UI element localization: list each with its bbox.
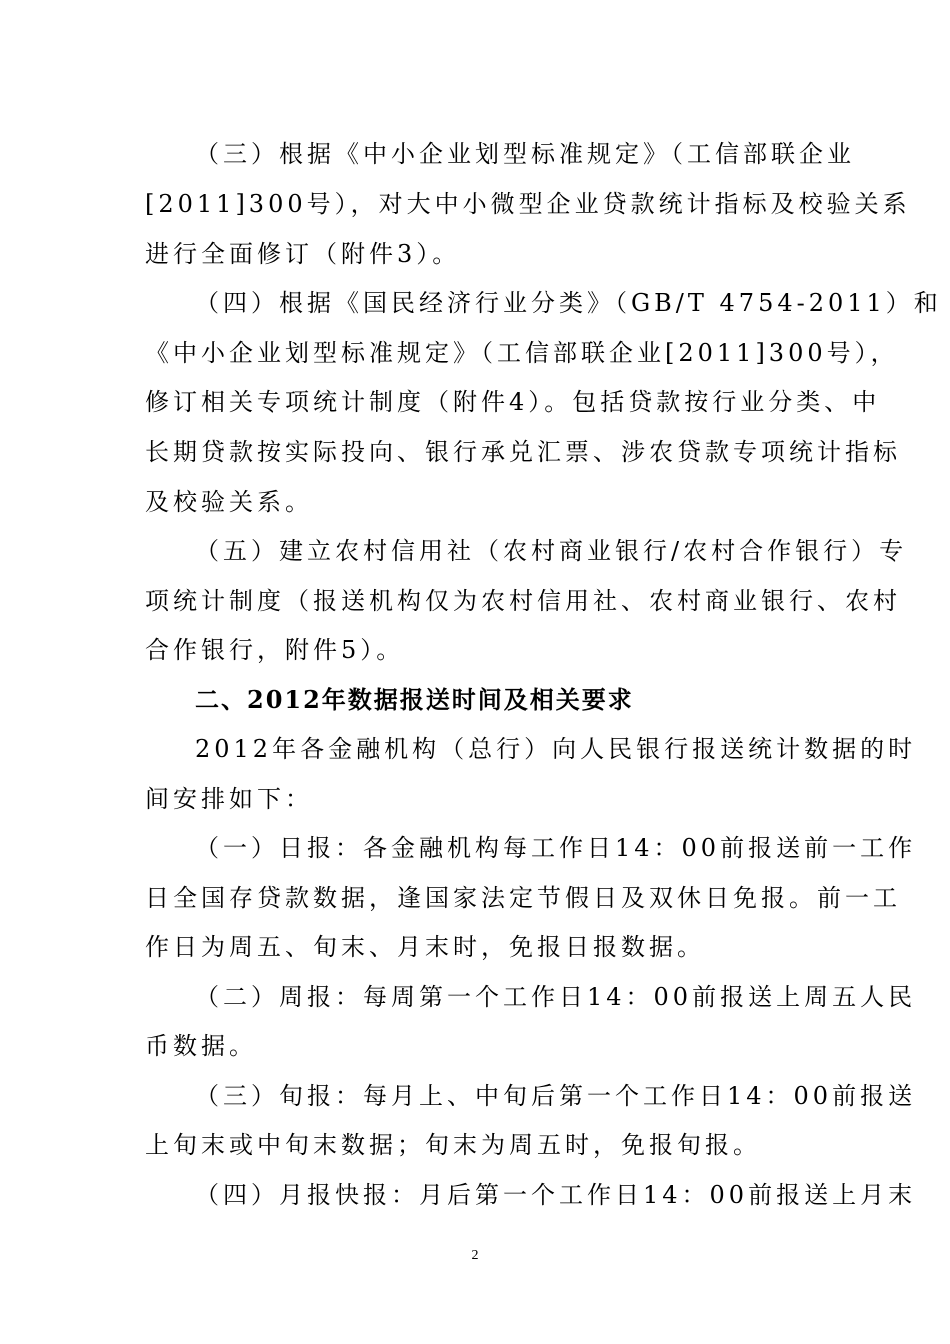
paragraph-line: 间安排如下： xyxy=(145,785,313,813)
paragraph-line: （二）周报：每周第一个工作日14：00前报送上周五人民 xyxy=(195,983,917,1011)
paragraph-line: （三）根据《中小企业划型标准规定》（工信部联企业 xyxy=(195,140,855,168)
paragraph-line: [2011]300号），对大中小微型企业贷款统计指标及校验关系 xyxy=(145,190,911,218)
paragraph-line: 作日为周五、旬末、月末时，免报日报数据。 xyxy=(145,933,705,961)
paragraph-line: （四）月报快报：月后第一个工作日14：00前报送上月末 xyxy=(195,1181,917,1209)
paragraph-line: 币数据。 xyxy=(145,1032,257,1060)
paragraph-line: 长期贷款按实际投向、银行承兑汇票、涉农贷款专项统计指标 xyxy=(145,438,901,466)
paragraph-line: 项统计制度（报送机构仅为农村信用社、农村商业银行、农村 xyxy=(145,587,901,615)
paragraph-line: 《中小企业划型标准规定》（工信部联企业[2011]300号）， xyxy=(145,339,899,367)
paragraph-line: （五）建立农村信用社（农村商业银行/农村合作银行）专 xyxy=(195,537,908,565)
paragraph-line: 上旬末或中旬末数据；旬末为周五时，免报旬报。 xyxy=(145,1131,761,1159)
paragraph-line: 进行全面修订（附件3）。 xyxy=(145,240,461,268)
paragraph-line: 2012年各金融机构（总行）向人民银行报送统计数据的时 xyxy=(195,735,917,763)
paragraph-line: 及校验关系。 xyxy=(145,488,313,516)
paragraph-line: （一）日报：各金融机构每工作日14：00前报送前一工作 xyxy=(195,834,917,862)
paragraph-line: 日全国存贷款数据，逢国家法定节假日及双休日免报。前一工 xyxy=(145,884,901,912)
paragraph-line: 合作银行，附件5）。 xyxy=(145,636,405,664)
paragraph-line: （四）根据《国民经济行业分类》（GB/T 4754-2011）和 xyxy=(195,289,942,317)
paragraph-line: 修订相关专项统计制度（附件4）。包括贷款按行业分类、中 xyxy=(145,388,881,416)
page-number: 2 xyxy=(471,1248,479,1263)
paragraph-line: （三）旬报：每月上、中旬后第一个工作日14：00前报送 xyxy=(195,1082,917,1110)
section-heading: 二、2012年数据报送时间及相关要求 xyxy=(195,685,634,714)
